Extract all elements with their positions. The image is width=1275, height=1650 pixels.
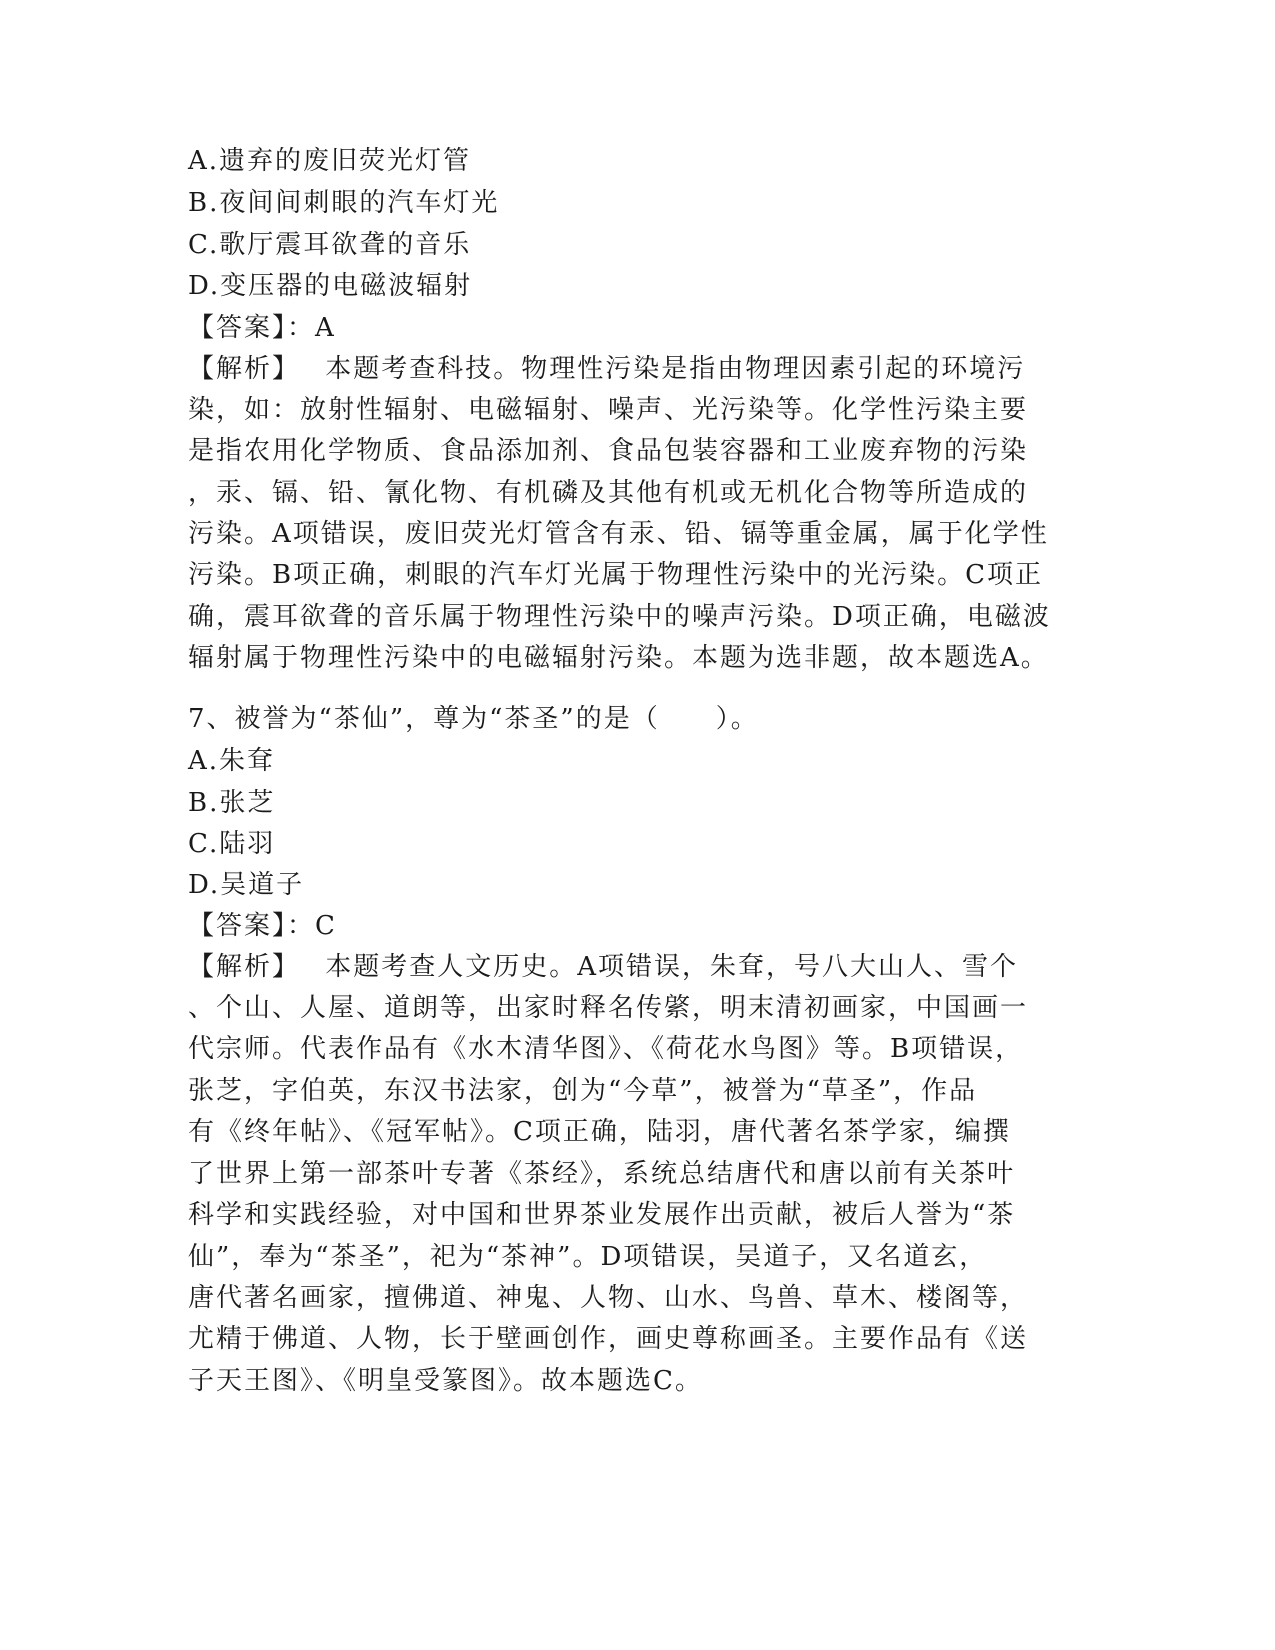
q6-answer: 【答案】：A bbox=[188, 313, 336, 343]
q6-analysis-line: ，汞、镉、铅、氰化物、有机磷及其他有机或无机化合物等所造成的 bbox=[188, 478, 1029, 508]
q7-analysis-line: 张芝，字伯英，东汉书法家，创为“今草”，被誉为“草圣”，作品 bbox=[188, 1076, 978, 1106]
q7-option-d: D.吴道子 bbox=[188, 870, 305, 900]
q7-analysis-line: 有《终年帖》、《冠军帖》。C项正确，陆羽，唐代著名茶学家，编撰 bbox=[188, 1117, 1011, 1147]
q7-analysis-line: 尤精于佛道、人物，长于壁画创作，画史尊称画圣。主要作品有《送 bbox=[188, 1324, 1029, 1354]
q6-analysis-line: 辐射属于物理性污染中的电磁辐射污染。本题为选非题，故本题选A。 bbox=[188, 643, 1049, 673]
q6-analysis-line: 污染。B项正确，刺眼的汽车灯光属于物理性污染中的光污染。C项正 bbox=[188, 560, 1044, 590]
q7-analysis-line: 科学和实践经验，对中国和世界茶业发展作出贡献，被后人誉为“茶 bbox=[188, 1200, 1016, 1230]
q6-analysis-line: 是指农用化学物质、食品添加剂、食品包装容器和工业废弃物的污染 bbox=[188, 436, 1029, 466]
q7-analysis-line: 、个山、人屋、道朗等，出家时释名传綮，明末清初画家，中国画一 bbox=[188, 993, 1029, 1023]
q7-analysis-line: 唐代著名画家，擅佛道、神鬼、人物、山水、鸟兽、草木、楼阁等， bbox=[188, 1283, 1029, 1313]
q6-option-c: C.歌厅震耳欲聋的音乐 bbox=[188, 230, 472, 260]
q6-option-a: A.遗弃的废旧荧光灯管 bbox=[188, 146, 472, 176]
q6-option-d: D.变压器的电磁波辐射 bbox=[188, 271, 473, 301]
q7-option-b: B.张芝 bbox=[188, 788, 276, 818]
q7-option-a: A.朱耷 bbox=[188, 746, 276, 776]
q7-answer: 【答案】：C bbox=[188, 911, 337, 941]
q7-analysis-line: 了世界上第一部茶叶专著《茶经》，系统总结唐代和唐以前有关茶叶 bbox=[188, 1159, 1016, 1189]
q6-analysis-line: 污染。A项错误，废旧荧光灯管含有汞、铅、镉等重金属，属于化学性 bbox=[188, 519, 1049, 549]
q6-analysis-line: 染，如：放射性辐射、电磁辐射、噪声、光污染等。化学性污染主要 bbox=[188, 395, 1029, 425]
q7-analysis-line: 【解析】 本题考查人文历史。A项错误，朱耷，号八大山人、雪个 bbox=[188, 952, 1019, 982]
q6-option-b: B.夜间间刺眼的汽车灯光 bbox=[188, 188, 500, 218]
q7-question: 7、被誉为“茶仙”，尊为“茶圣”的是（ ）。 bbox=[188, 704, 759, 734]
q7-option-c: C.陆羽 bbox=[188, 829, 276, 859]
q6-analysis-line: 确，震耳欲聋的音乐属于物理性污染中的噪声污染。D项正确，电磁波 bbox=[188, 602, 1051, 632]
q7-analysis-line: 仙”，奉为“茶圣”，祀为“茶神”。D项错误，吴道子，又名道玄， bbox=[188, 1242, 988, 1272]
q7-analysis-line: 代宗师。代表作品有《水木清华图》、《荷花水鸟图》等。B项错误， bbox=[188, 1034, 1024, 1064]
q6-analysis-line: 【解析】 本题考查科技。物理性污染是指由物理因素引起的环境污 bbox=[188, 354, 1026, 384]
q7-analysis-line: 子天王图》、《明皇受篆图》。故本题选C。 bbox=[188, 1366, 703, 1396]
